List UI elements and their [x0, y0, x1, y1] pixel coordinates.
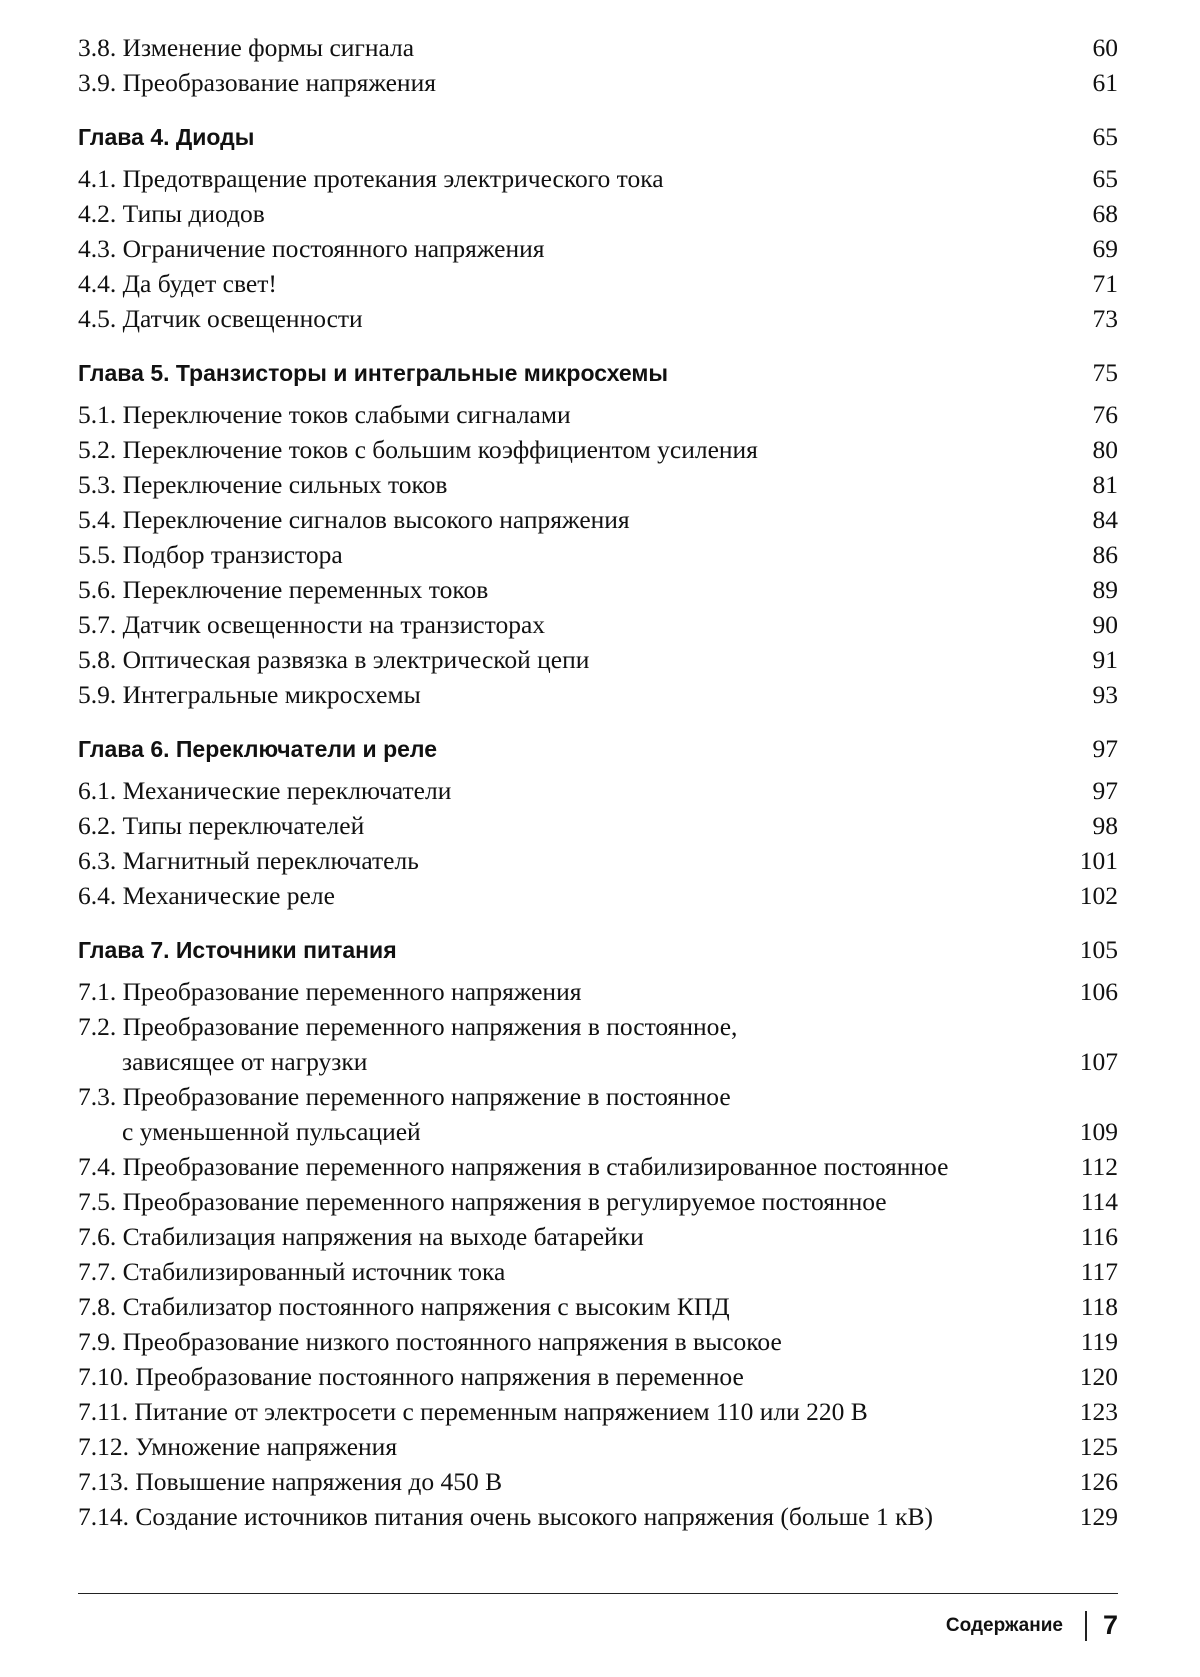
toc-page-number: 123: [1079, 1397, 1118, 1426]
toc-entry-title: 7.7. Стабилизированный источник тока: [78, 1257, 506, 1286]
toc-entry-title: 7.12. Умножение напряжения: [78, 1432, 398, 1461]
toc-entry: [78, 1394, 1118, 1429]
toc-chapter-heading: [78, 355, 1118, 391]
toc-entry: [78, 974, 1118, 1009]
toc-entry-title: 7.6. Стабилизация напряжения на выходе батарейки: [78, 1222, 644, 1251]
toc-page-number: 91: [1092, 645, 1118, 674]
toc-entry: [78, 1464, 1118, 1499]
toc-page-number: 126: [1079, 1467, 1118, 1496]
toc-page-number: 68: [1092, 199, 1118, 228]
toc-entry: [78, 572, 1118, 607]
toc-entry: [78, 1219, 1118, 1254]
toc-entry-title: 7.10. Преобразование постоянного напряжения в переменное: [78, 1362, 744, 1391]
toc-page-number: 106: [1079, 977, 1118, 1006]
toc-entry-title: 7.3. Преобразование переменного напряжение в постоянное: [78, 1082, 731, 1111]
toc-page-number: 65: [1092, 122, 1118, 151]
toc-entry-title: 3.8. Изменение формы сигнала: [78, 33, 415, 62]
toc-entry: [78, 502, 1118, 537]
toc-entry: [78, 1009, 1118, 1079]
footer-rule: [78, 1593, 1118, 1594]
toc-entry-title: 5.5. Подбор транзистора: [78, 540, 343, 569]
table-of-contents: [78, 30, 1118, 1534]
toc-entry-title: 4.4. Да будет свет!: [78, 269, 277, 298]
toc-page-number: 61: [1092, 68, 1118, 97]
toc-page-number: 102: [1079, 881, 1118, 910]
toc-page-number: 93: [1092, 680, 1118, 709]
toc-entry-title: 6.1. Механические переключатели: [78, 776, 452, 805]
toc-entry: [78, 1429, 1118, 1464]
toc-entry-title: 5.7. Датчик освещенности на транзисторах: [78, 610, 546, 639]
footer-page-number: 7: [1102, 1610, 1118, 1640]
toc-entry: [78, 1149, 1118, 1184]
toc-entry-title: 7.8. Стабилизатор постоянного напряжения с высоким КПД: [78, 1292, 730, 1321]
toc-page-number: 105: [1079, 935, 1118, 964]
toc-entry-title: 5.3. Переключение сильных токов: [78, 470, 448, 499]
toc-entry: [78, 301, 1118, 336]
toc-entry-title: 7.5. Преобразование переменного напряжения в регулируемое постоянное: [78, 1187, 887, 1216]
toc-page-number: 97: [1092, 734, 1118, 763]
toc-page-number: 120: [1079, 1362, 1118, 1391]
toc-entry: [78, 607, 1118, 642]
toc-page-number: 109: [1079, 1117, 1118, 1146]
toc-entry: [78, 196, 1118, 231]
toc-entry: [78, 1079, 1118, 1149]
toc-page-number: 71: [1092, 269, 1118, 298]
toc-entry: [78, 1184, 1118, 1219]
toc-page-number: 116: [1080, 1222, 1118, 1251]
toc-entry-title: 5.9. Интегральные микросхемы: [78, 680, 421, 709]
toc-entry: [78, 266, 1118, 301]
toc-entry: [78, 397, 1118, 432]
toc-entry-title-continued: с уменьшенной пульсацией: [122, 1117, 421, 1146]
toc-entry-title: 7.13. Повышение напряжения до 450 В: [78, 1467, 503, 1496]
toc-entry-title: 6.2. Типы переключателей: [78, 811, 365, 840]
toc-entry-title: 5.2. Переключение токов с большим коэффициентом усиления: [78, 435, 758, 464]
toc-entry: [78, 843, 1118, 878]
toc-entry-title: 5.6. Переключение переменных токов: [78, 575, 489, 604]
toc-page-number: 84: [1092, 505, 1118, 534]
toc-page-number: 98: [1092, 811, 1118, 840]
toc-page-number: 129: [1079, 1502, 1118, 1531]
toc-entry-title: 6.3. Магнитный переключатель: [78, 846, 419, 875]
toc-entry: [78, 537, 1118, 572]
toc-entry-title-continued: зависящее от нагрузки: [122, 1047, 368, 1076]
toc-page-number: 81: [1092, 470, 1118, 499]
toc-page-number: 117: [1080, 1257, 1118, 1286]
toc-entry: [78, 878, 1118, 913]
toc-entry-title: 3.9. Преобразование напряжения: [78, 68, 436, 97]
toc-entry-continuation: [78, 1114, 1118, 1149]
toc-entry: [78, 773, 1118, 808]
toc-page-number: 76: [1092, 400, 1118, 429]
toc-page-number: 73: [1092, 304, 1118, 333]
toc-chapter-title: Глава 6. Переключатели и реле: [78, 736, 438, 762]
toc-page-number: 80: [1092, 435, 1118, 464]
toc-entry: [78, 808, 1118, 843]
toc-entry-title: 4.2. Типы диодов: [78, 199, 265, 228]
toc-page-number: 119: [1080, 1327, 1118, 1356]
toc-page-number: 90: [1092, 610, 1118, 639]
toc-entry-title: 4.1. Предотвращение протекания электрического тока: [78, 164, 664, 193]
toc-page-number: 89: [1092, 575, 1118, 604]
toc-page-number: 112: [1080, 1152, 1118, 1181]
toc-entry: [78, 467, 1118, 502]
toc-entry: [78, 677, 1118, 712]
toc-chapter-title: Глава 4. Диоды: [78, 124, 255, 150]
toc-page-number: 107: [1079, 1047, 1118, 1076]
toc-page-number: 125: [1079, 1432, 1118, 1461]
toc-entry: [78, 432, 1118, 467]
toc-entry-title: 7.1. Преобразование переменного напряжения: [78, 977, 582, 1006]
toc-entry-title: 5.4. Переключение сигналов высокого напряжения: [78, 505, 630, 534]
toc-entry: [78, 65, 1118, 100]
toc-entry-title: 7.4. Преобразование переменного напряжения в стабилизированное постоянное: [78, 1152, 949, 1181]
toc-entry: [78, 1324, 1118, 1359]
toc-page-number: 60: [1092, 33, 1118, 62]
toc-page-number: 86: [1092, 540, 1118, 569]
toc-entry: [78, 1289, 1118, 1324]
page-footer: [946, 1610, 1118, 1641]
toc-entry-title: 6.4. Механические реле: [78, 881, 335, 910]
toc-page-number: 97: [1092, 776, 1118, 805]
toc-entry-title: 7.11. Питание от электросети с переменным напряжением 110 или 220 В: [78, 1397, 868, 1426]
toc-chapter-title: Глава 5. Транзисторы и интегральные микросхемы: [78, 360, 669, 386]
footer-divider: [1085, 1611, 1087, 1641]
toc-page-number: 75: [1092, 358, 1118, 387]
toc-entry-title: 5.8. Оптическая развязка в электрической цепи: [78, 645, 590, 674]
toc-page-number: 65: [1092, 164, 1118, 193]
toc-entry-title: 5.1. Переключение токов слабыми сигналами: [78, 400, 571, 429]
toc-entry: [78, 1359, 1118, 1394]
toc-entry-title: 7.9. Преобразование низкого постоянного напряжения в высокое: [78, 1327, 782, 1356]
toc-chapter-heading: [78, 932, 1118, 968]
toc-entry: [78, 1499, 1118, 1534]
toc-entry: [78, 231, 1118, 266]
toc-chapter-heading: [78, 731, 1118, 767]
toc-page-number: 101: [1079, 846, 1118, 875]
toc-entry: [78, 642, 1118, 677]
toc-entry-title: 7.2. Преобразование переменного напряжения в постоянное,: [78, 1012, 738, 1041]
toc-entry-title: 4.5. Датчик освещенности: [78, 304, 363, 333]
toc-entry-continuation: [78, 1044, 1118, 1079]
toc-page-number: 114: [1080, 1187, 1118, 1216]
toc-page-number: 69: [1092, 234, 1118, 263]
toc-entry: [78, 161, 1118, 196]
toc-page-number: 118: [1080, 1292, 1118, 1321]
toc-chapter-heading: [78, 119, 1118, 155]
footer-section-label: Содержание: [945, 1614, 1063, 1636]
toc-entry-title: 4.3. Ограничение постоянного напряжения: [78, 234, 545, 263]
toc-entry: [78, 1254, 1118, 1289]
toc-entry: [78, 30, 1118, 65]
toc-chapter-title: Глава 7. Источники питания: [78, 937, 397, 963]
toc-entry-title: 7.14. Создание источников питания очень высокого напряжения (больше 1 кВ): [78, 1502, 933, 1531]
